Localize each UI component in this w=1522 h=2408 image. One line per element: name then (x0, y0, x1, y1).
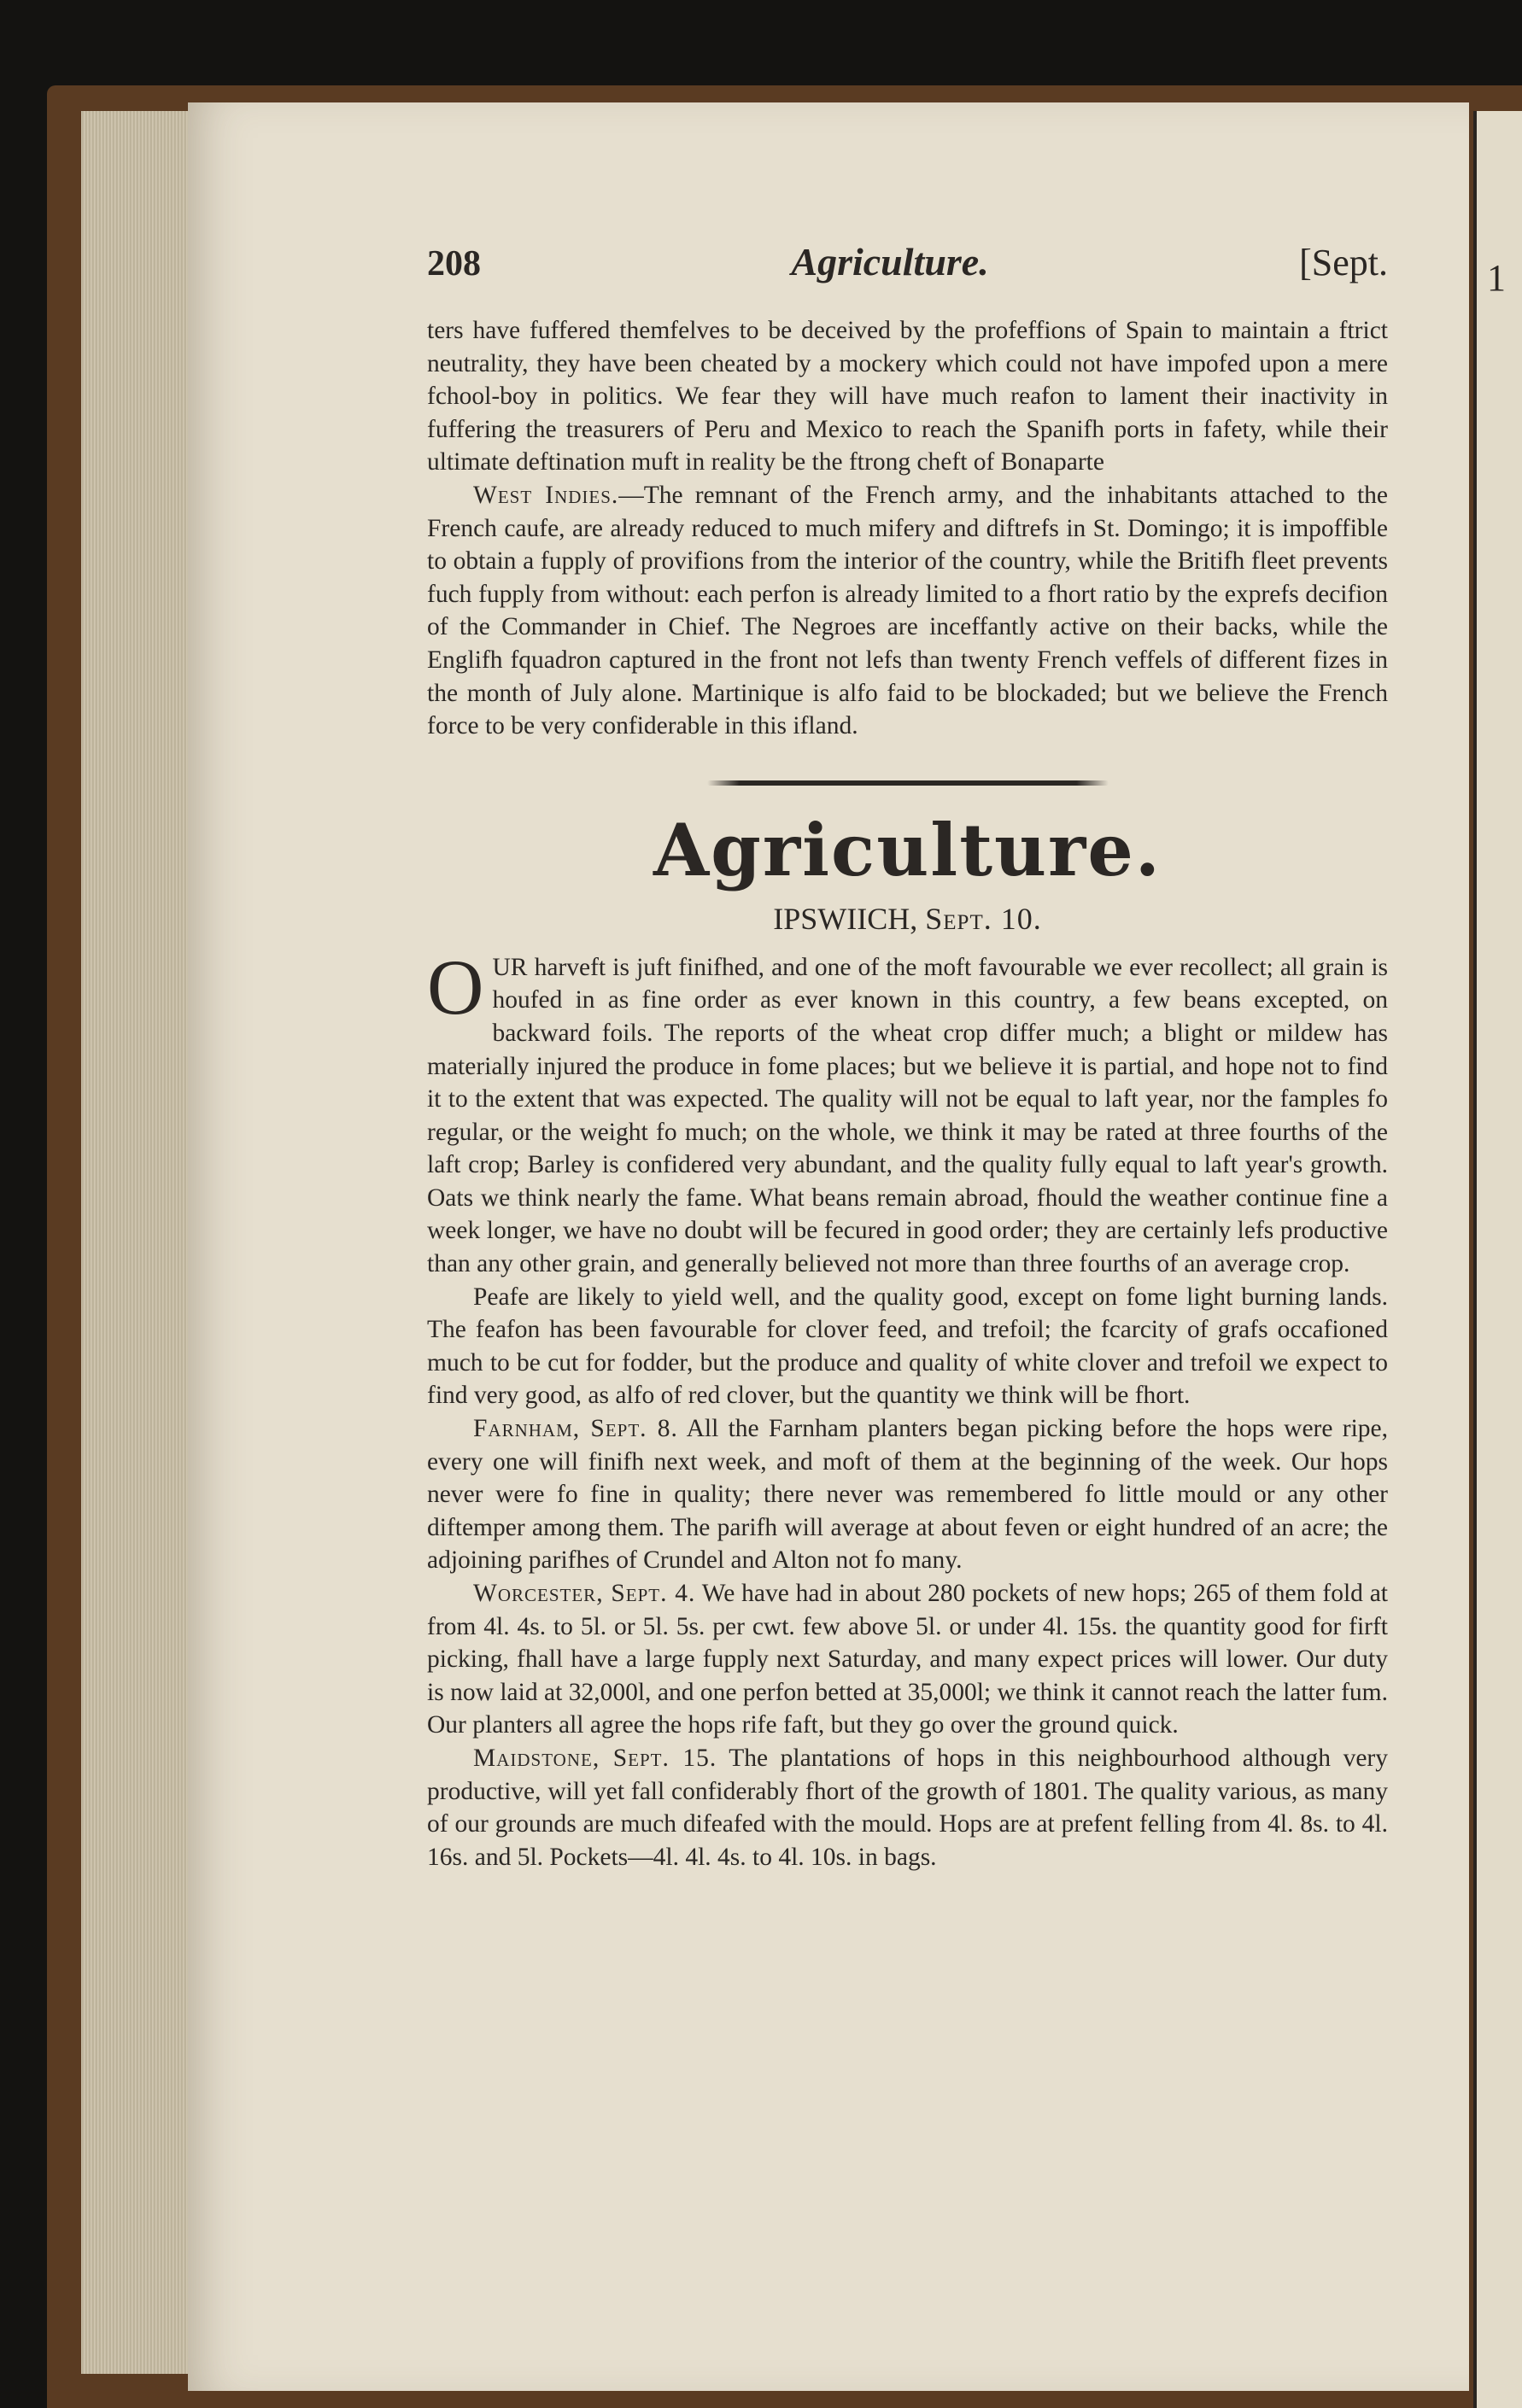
farnham-text: All the Farnham planters began picking before the hops were ripe, every one will finifh next week, and moft of them at the beginning of the week. Our hops never were fo fine in quality; there never was remembered fo little mould or any other diftemper among them. The parifh will average at about feven or eight hundred of an acre; the adjoining parifhes of Crundel and Alton not fo many. (427, 1415, 1388, 1575)
worcester-heading: Worcester, Sept. 4. (473, 1580, 696, 1607)
maidstone-paragraph (427, 1742, 1388, 1873)
farnham-paragraph (427, 1412, 1388, 1577)
west-indies-text: —The remnant of the French army, and the inhabitants attached to the French caufe, are already reduced to much mifery and diftrefs in St. Domingo; it is impoffible to obtain a fupply of provifions from the interior of the country, while the Britifh fleet prevents fuch fupply from without: each perfon is already limited to a fhort ratio by the exprefs decifion of the Commander in Chief. The Negroes are inceffantly active on their backs, while the Englifh fquadron captured in the front not lefs than twenty French veffels of different fizes in the month of July alone. Martinique is alfo faid to be blockaded; but we believe the French force to be very confiderable in this ifland. (427, 481, 1388, 740)
page-text (427, 239, 1388, 1873)
running-title: Agriculture. (791, 240, 989, 283)
facing-page-fragment: 1 (1487, 257, 1506, 299)
section-title: Agriculture. (653, 807, 1162, 892)
worcester-paragraph (427, 1577, 1388, 1742)
west-indies-paragraph (427, 479, 1388, 743)
running-head (427, 239, 1388, 299)
subtitle-place: IPSWIICH, (773, 901, 918, 936)
page-number: 208 (427, 244, 481, 283)
farnham-heading: Farnham, Sept. 8. (473, 1415, 678, 1443)
peafe-paragraph: Peafe are likely to yield well, and the quality good, except on fome light burning lands. The feafon has been favourable for clover feed, and trefoil; the fcarcity of grafs occafioned much to be cut for fodder, but the produce and quality of white clover and trefoil we expect to find very good, as alfo of red clover, but the quantity we think will be fhort. (427, 1283, 1388, 1410)
worcester-text: We have had in about 280 pockets of new hops; 265 of them fold at from 4l. 4s. to 5l. or 5l. 5s. per cwt. few above 5l. or under 4l. 15s. the quantity good for firft picking, fhall have a large fupply next Saturday, and many expect prices will lower. Our duty is now laid at 32,000l, and one perfon betted at 35,000l; we think it cannot reach the latter fum. Our planters all agree the hops rife faft, but they go over the ground quick. (427, 1580, 1388, 1739)
section-subtitle (427, 898, 1388, 939)
west-indies-heading: West Indies. (473, 481, 619, 509)
section-divider (707, 780, 1109, 786)
running-month: [Sept. (1299, 242, 1388, 283)
facing-page-edge (1473, 111, 1522, 2408)
maidstone-heading: Maidstone, Sept. 15. (473, 1744, 717, 1772)
intro-paragraph: ters have fuffered themfelves to be deceived by the profeffions of Spain to maintain a ftrict neutrality, they have been cheated by a mockery which could not have impofed upon a mere fchool-boy in politics. We fear they will have much reafon to lament their inactivity in fuffering the treasurers of Peru and Mexico to reach the Spanifh ports in fafety, while their ultimate deftination muft in reality be the ftrong cheft of Bonaparte (427, 317, 1388, 476)
ipswich-paragraph (427, 943, 1388, 1281)
subtitle-date: Sept. 10. (925, 901, 1042, 936)
drop-cap: O (427, 943, 484, 1031)
ipswich-text: UR harveft is juft finifhed, and one of the moft favourable we ever recollect; all grain is houfed in as fine order as ever known in this country, a few beans excepted, on backward foils. The reports of the wheat crop differ much; a blight or mildew has materially injured the produce in fome places; but we believe it is partial, and hope not to find it to the extent that was expected. The quality will not be equal to laft year, nor the famples fo regular, or the weight fo much; on the whole, we think it may be rated at three fourths of the laft crop; Barley is confidered very abundant, and the quality fully equal to laft year's growth. Oats we think nearly the fame. What beans remain abroad, fhould the weather continue fine a week longer, we have no doubt will be fecured in good order; they are certainly lefs productive than any other grain, and generally believed not more than three fourths of an average crop. (427, 953, 1388, 1278)
maidstone-text: The plantations of hops in this neighbourhood although very productive, will yet fall confiderably fhort of the growth of 1801. The quality various, as many of our grounds are much difeafed with the mould. Hops are at prefent felling from 4l. 8s. to 4l. 16s. and 5l. Pockets—4l. 4l. 4s. to 4l. 10s. in bags. (427, 1744, 1388, 1871)
